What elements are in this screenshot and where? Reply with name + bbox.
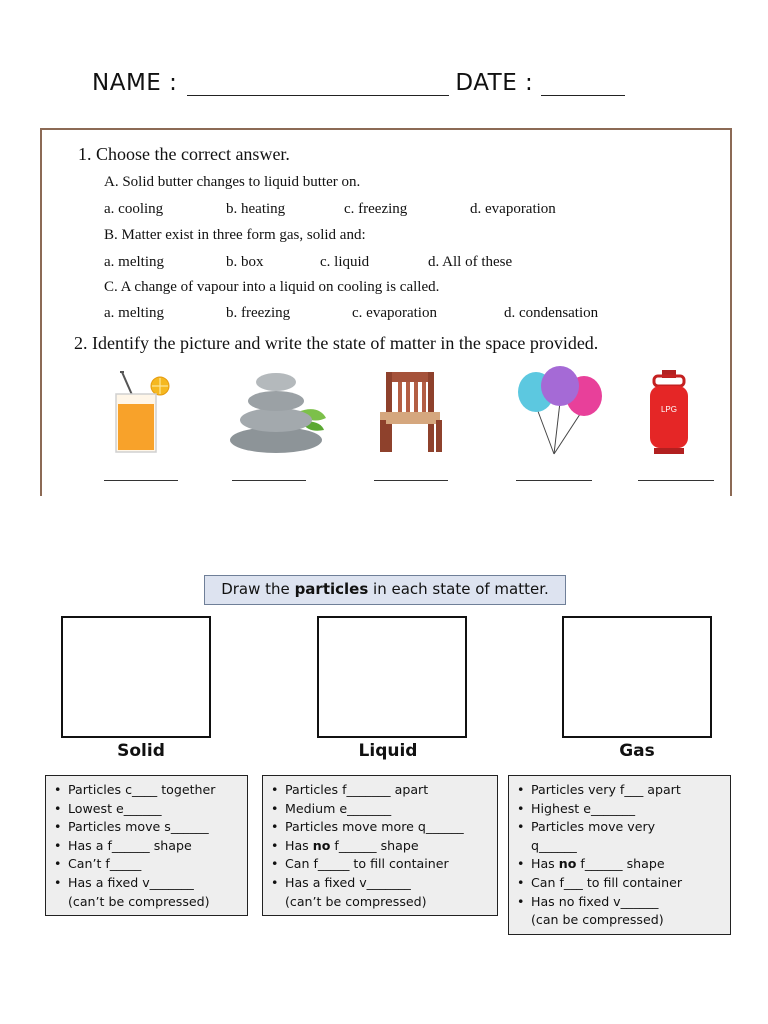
property-item: • Has a f______ shape (52, 837, 241, 856)
property-item: • Particles c____ together (52, 781, 241, 800)
question-1b: B. Matter exist in three form gas, solid and: (104, 227, 366, 243)
balloons-icon (514, 366, 606, 458)
answer-blank-2[interactable] (232, 480, 306, 481)
question-1a: A. Solid butter changes to liquid butter on. (104, 174, 361, 190)
option-1a-b[interactable]: b. heating (226, 201, 286, 217)
property-item: (can’t be compressed) (285, 893, 427, 909)
quiz-section (40, 128, 732, 496)
stacked-stones-icon (226, 368, 332, 454)
option-1b-d[interactable]: d. All of these (428, 254, 513, 270)
solid-properties-box (45, 775, 248, 916)
answer-blank-5[interactable] (638, 480, 714, 481)
property-item: • Has no f______ shape (515, 855, 724, 874)
answer-blank-4[interactable] (516, 480, 592, 481)
solid-properties-list (52, 781, 241, 911)
option-1c-c[interactable]: c. evaporation (352, 305, 437, 321)
property-item: (can be compressed) (531, 912, 664, 928)
date-field[interactable] (541, 70, 625, 96)
name-label: NAME : (92, 70, 178, 96)
option-1a-a[interactable]: a. cooling (104, 201, 164, 217)
liquid-label: Liquid (358, 741, 418, 761)
instruction-text-post: in each state of matter. (368, 580, 549, 598)
option-1c-d[interactable]: d. condensation (504, 305, 599, 321)
liquid-properties-box (262, 775, 498, 916)
cylinder-label: LPG (660, 405, 678, 414)
option-1a-c[interactable]: c. freezing (344, 201, 408, 217)
option-1b-c[interactable]: c. liquid (320, 254, 370, 270)
draw-instruction (204, 575, 566, 605)
option-1c-b[interactable]: b. freezing (226, 305, 291, 321)
property-item: • Particles very f___ apart (515, 781, 724, 800)
answer-blank-3[interactable] (374, 480, 448, 481)
gas-cylinder-icon (642, 370, 698, 456)
property-item: • Highest e_______ (515, 800, 724, 819)
juice-glass-icon (106, 370, 174, 454)
option-1c-a[interactable]: a. melting (104, 305, 164, 321)
property-item: • Can f_____ to fill container (269, 855, 491, 874)
property-item: (can’t be compressed) (68, 893, 210, 909)
property-item: • Medium e_______ (269, 800, 491, 819)
property-item: q______ (531, 837, 577, 853)
gas-properties-box (508, 775, 731, 935)
option-1b-b[interactable]: b. box (226, 254, 264, 270)
option-1b-a[interactable]: a. melting (104, 254, 164, 270)
liquid-drawing-box[interactable] (317, 616, 467, 738)
gas-drawing-box[interactable] (562, 616, 712, 738)
property-item: • Has no f______ shape (269, 837, 491, 856)
property-item: • Has a fixed v_______ (269, 874, 491, 893)
property-item: • Can’t f_____ (52, 855, 241, 874)
property-item: • Can f___ to fill container (515, 874, 724, 893)
property-item: • Has no fixed v______ (515, 893, 724, 912)
option-1a-d[interactable]: d. evaporation (470, 201, 556, 217)
property-item: • Particles f_______ apart (269, 781, 491, 800)
property-item: • Particles move very (515, 818, 724, 837)
property-item: • Particles move s______ (52, 818, 241, 837)
gas-label: Gas (619, 741, 655, 761)
answer-blank-1[interactable] (104, 480, 178, 481)
date-label: DATE : (455, 70, 534, 96)
instruction-text-bold: particles (294, 580, 369, 598)
worksheet-header (92, 70, 625, 96)
property-item: • Lowest e______ (52, 800, 241, 819)
property-item: • Particles move more q______ (269, 818, 491, 837)
solid-label: Solid (117, 741, 165, 761)
question-2-title: 2. Identify the picture and write the state of matter in the space provided. (74, 333, 599, 353)
liquid-properties-list (269, 781, 491, 911)
name-field[interactable] (187, 70, 449, 96)
solid-drawing-box[interactable] (61, 616, 211, 738)
instruction-text-pre: Draw the (221, 580, 295, 598)
gas-properties-list (515, 781, 724, 930)
question-1-title: 1. Choose the correct answer. (78, 144, 290, 164)
property-item: • Has a fixed v_______ (52, 874, 241, 893)
question-1c: C. A change of vapour into a liquid on cooling is called. (104, 279, 440, 295)
wooden-chair-icon (376, 370, 448, 454)
